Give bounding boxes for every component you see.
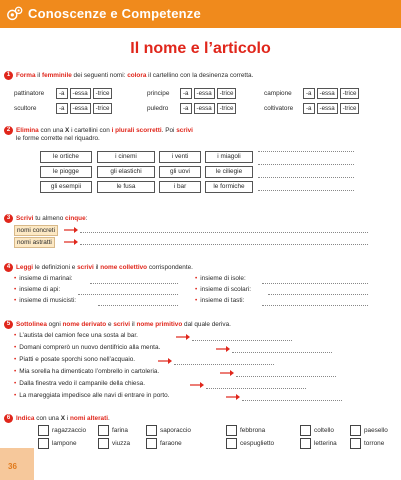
suffix-card[interactable]: -essa xyxy=(194,88,215,99)
answer-line[interactable] xyxy=(174,364,274,365)
checkbox[interactable] xyxy=(38,425,49,436)
arrow-right-icon xyxy=(226,394,240,400)
sentence-item: • Domani comprerò un nuovo dentifricio alla menta. xyxy=(14,344,160,351)
category-label: nomi concreti xyxy=(14,225,58,236)
answer-line[interactable] xyxy=(242,400,342,401)
word-suffix-group: campione -a -essa -trice xyxy=(264,88,359,99)
answer-line[interactable] xyxy=(262,305,368,306)
checkbox-item[interactable]: lampone xyxy=(38,438,77,449)
plural-card[interactable]: le ciliegie xyxy=(205,166,253,178)
category-label: nomi astratti xyxy=(14,237,55,248)
checkbox[interactable] xyxy=(226,425,237,436)
plural-card[interactable]: gli esempii xyxy=(40,181,92,193)
answer-line[interactable] xyxy=(80,232,368,233)
definition-item: • insieme di isole: xyxy=(195,275,246,282)
page-number: 36 xyxy=(8,462,17,471)
answer-line[interactable] xyxy=(268,294,368,295)
word-suffix-group: pattinatore -a -essa -trice xyxy=(14,88,112,99)
exercise-number: 2 xyxy=(4,126,13,135)
suffix-card[interactable]: -trice xyxy=(340,88,360,99)
sentence-item: • Dalla finestra vedo il campanile della chiesa. xyxy=(14,380,145,387)
definition-item: • insieme di tasti: xyxy=(195,297,244,304)
checkbox-item[interactable]: farina xyxy=(98,425,128,436)
exercise-2-instruction-line2: le forme corrette nel riquadro. xyxy=(16,135,100,142)
suffix-card[interactable]: -essa xyxy=(70,88,91,99)
suffix-card[interactable]: -trice xyxy=(93,103,113,114)
answer-line[interactable] xyxy=(90,283,178,284)
word-suffix-group: coltivatore -a -essa -trice xyxy=(264,103,359,114)
checkbox-item[interactable]: faraone xyxy=(146,438,182,449)
answer-line[interactable] xyxy=(98,305,178,306)
arrow-right-icon xyxy=(220,370,234,376)
chapter-header xyxy=(0,0,401,28)
checkbox[interactable] xyxy=(98,425,109,436)
checkbox-item[interactable]: torrone xyxy=(350,438,384,449)
checkbox-item[interactable]: viuzza xyxy=(98,438,130,449)
answer-line[interactable] xyxy=(206,388,306,389)
suffix-card[interactable]: -a xyxy=(180,88,192,99)
checkbox[interactable] xyxy=(146,438,157,449)
checkbox[interactable] xyxy=(350,425,361,436)
plural-card[interactable]: i cinemi xyxy=(97,151,155,163)
sentence-item: • L’autista del camion fece una sosta al bar. xyxy=(14,332,138,339)
suffix-card[interactable]: -trice xyxy=(340,103,360,114)
checkbox[interactable] xyxy=(226,438,237,449)
gear-icon xyxy=(6,5,24,23)
exercise-number: 4 xyxy=(4,263,13,272)
checkbox-item[interactable]: cespuglietto xyxy=(226,438,274,449)
word-suffix-group: puledro -a -essa -trice xyxy=(147,103,236,114)
checkbox[interactable] xyxy=(350,438,361,449)
suffix-card[interactable]: -trice xyxy=(93,88,113,99)
suffix-card[interactable]: -a xyxy=(56,88,68,99)
arrow-right-icon xyxy=(176,334,190,340)
plural-card[interactable]: gli uovi xyxy=(159,166,201,178)
exercise-4-instruction: 4 Leggi le definizioni e scrivi il nome collettivo corrispondente. xyxy=(4,263,193,272)
checkbox[interactable] xyxy=(146,425,157,436)
suffix-card[interactable]: -essa xyxy=(194,103,215,114)
answer-line[interactable] xyxy=(80,244,368,245)
answer-line[interactable] xyxy=(236,376,336,377)
definition-item: • insieme di musicisti: xyxy=(14,297,76,304)
exercise-6-instruction: 6 Indica con una X i nomi alterati. xyxy=(4,414,110,423)
page-title: Il nome e l’articolo xyxy=(130,40,271,57)
checkbox[interactable] xyxy=(98,438,109,449)
page-number-tab xyxy=(0,448,34,480)
suffix-card[interactable]: -a xyxy=(303,103,315,114)
plural-card[interactable]: i venti xyxy=(159,151,201,163)
arrow-right-icon xyxy=(64,227,78,233)
answer-line[interactable] xyxy=(78,294,178,295)
arrow-right-icon xyxy=(158,358,172,364)
plural-card[interactable]: i miagoli xyxy=(205,151,253,163)
arrow-right-icon xyxy=(216,346,230,352)
sentence-item: • La mareggiata impedisce alle navi di entrare in porto. xyxy=(14,392,170,399)
exercise-5-instruction: 5 Sottolinea ogni nome derivato e scrivi il nome primitivo dal quale deriva. xyxy=(4,320,231,329)
plural-card[interactable]: gli elastichi xyxy=(97,166,155,178)
checkbox-item[interactable]: coltello xyxy=(300,425,334,436)
checkbox-item[interactable]: letterina xyxy=(300,438,337,449)
answer-box[interactable] xyxy=(258,143,354,197)
exercise-number: 3 xyxy=(4,214,13,223)
answer-line[interactable] xyxy=(192,340,292,341)
chapter-title: Conoscenze e Competenze xyxy=(28,6,201,21)
answer-line[interactable] xyxy=(232,352,332,353)
word-suffix-group: scultore -a -essa -trice xyxy=(14,103,112,114)
exercise-1-instruction: 1 Forma il femminile dei seguenti nomi: colora il cartellino con la desinenza corretta. xyxy=(4,71,253,80)
plural-card[interactable]: i bar xyxy=(159,181,201,193)
exercise-number: 5 xyxy=(4,320,13,329)
checkbox[interactable] xyxy=(300,438,311,449)
plural-card[interactable]: le ortiche xyxy=(40,151,92,163)
word-suffix-group: principe -a -essa -trice xyxy=(147,88,236,99)
suffix-card[interactable]: -trice xyxy=(217,103,237,114)
suffix-card[interactable]: -a xyxy=(56,103,68,114)
sentence-item: • Piatti e posate sporchi sono nell’acquaio. xyxy=(14,356,135,363)
suffix-card[interactable]: -a xyxy=(303,88,315,99)
definition-item: • insieme di scolari: xyxy=(195,286,251,293)
suffix-card[interactable]: -a xyxy=(180,103,192,114)
definition-item: • insieme di api: xyxy=(14,286,60,293)
exercise-3-instruction: 3 Scrivi tu almeno cinque: xyxy=(4,214,87,223)
plural-card[interactable]: le piogge xyxy=(40,166,92,178)
checkbox-item[interactable]: paesello xyxy=(350,425,388,436)
checkbox[interactable] xyxy=(38,438,49,449)
suffix-card[interactable]: -essa xyxy=(70,103,91,114)
checkbox-item[interactable]: saporaccio xyxy=(146,425,191,436)
checkbox-item[interactable]: ragazzaccio xyxy=(38,425,86,436)
answer-line[interactable] xyxy=(262,283,368,284)
suffix-card[interactable]: -essa xyxy=(317,103,338,114)
suffix-card[interactable]: -trice xyxy=(217,88,237,99)
suffix-card[interactable]: -essa xyxy=(317,88,338,99)
arrow-right-icon xyxy=(190,382,204,388)
arrow-right-icon xyxy=(64,239,78,245)
definition-item: • insieme di marinai: xyxy=(14,275,73,282)
plural-card[interactable]: le fusa xyxy=(97,181,155,193)
sentence-item: • Mia sorella ha dimenticato l’ombrello in cartoleria. xyxy=(14,368,159,375)
checkbox[interactable] xyxy=(300,425,311,436)
exercise-number: 1 xyxy=(4,71,13,80)
plural-card[interactable]: le formiche xyxy=(205,181,253,193)
exercise-number: 6 xyxy=(4,414,13,423)
checkbox-item[interactable]: febbrona xyxy=(226,425,265,436)
exercise-2-instruction: 2 Elimina con una X i cartellini con i plurali scorretti. Poi scrivi xyxy=(4,126,193,135)
